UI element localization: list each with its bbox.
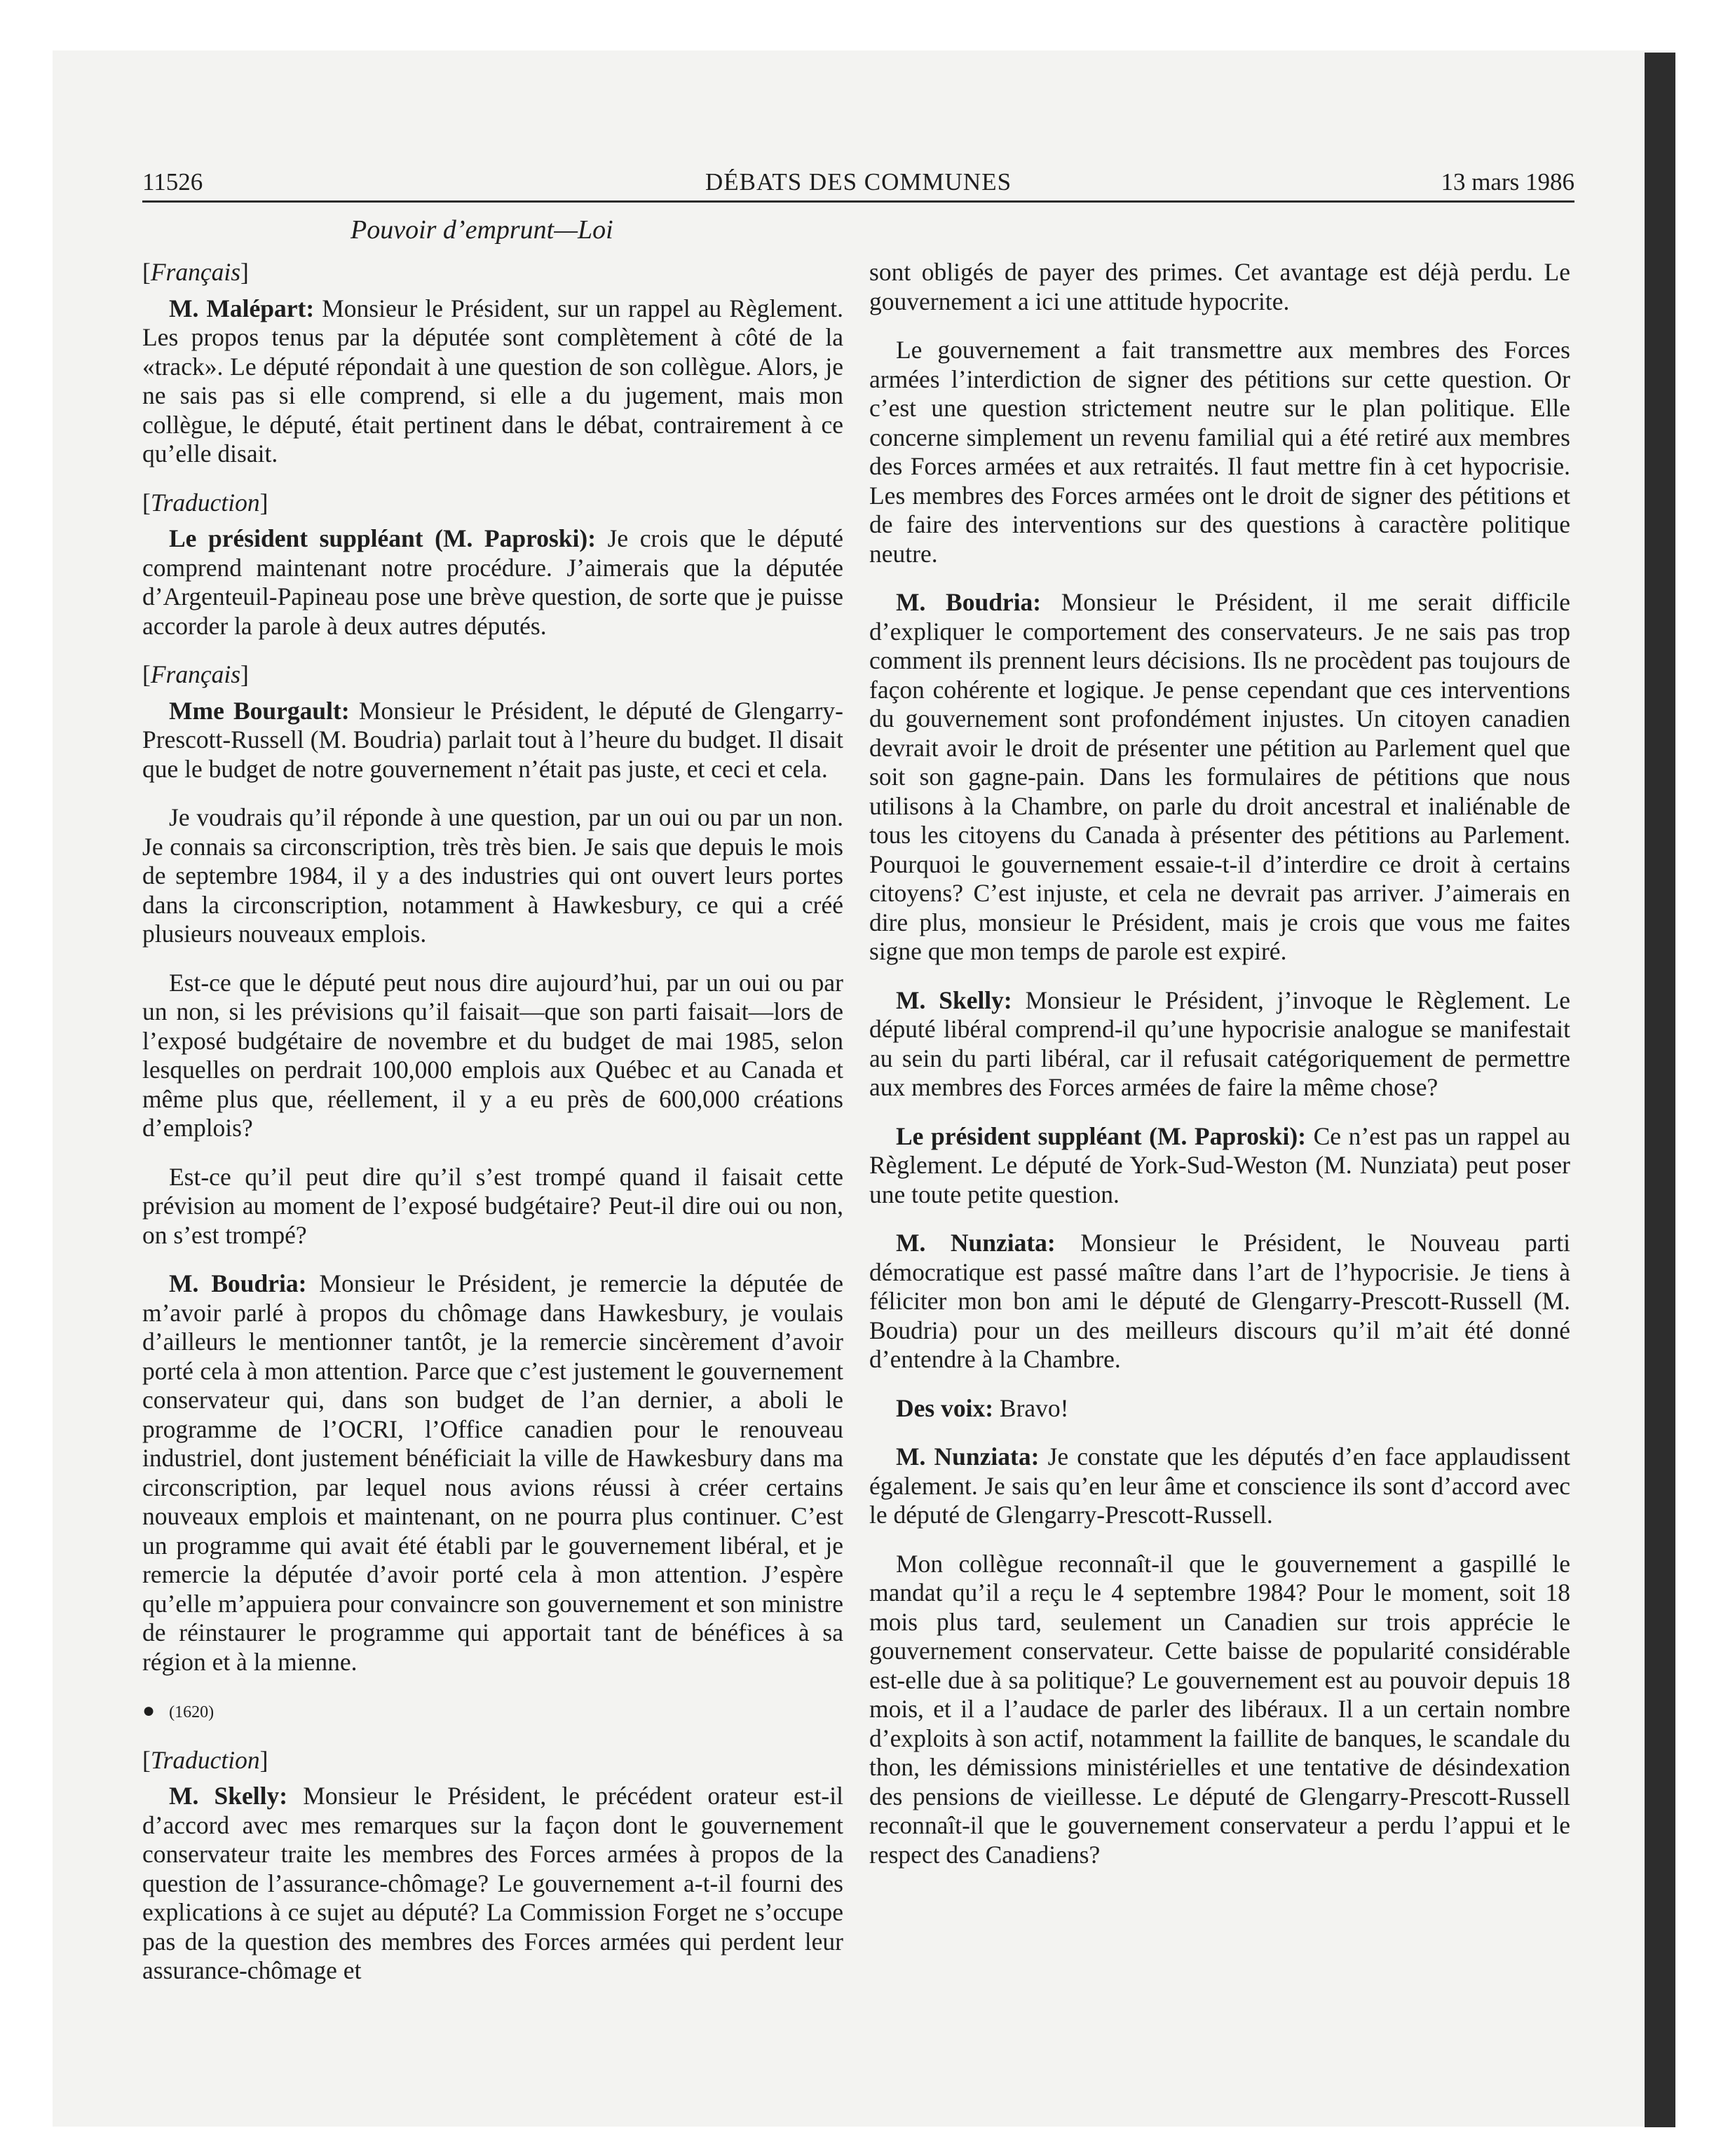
page-header (142, 164, 1574, 203)
left-column (142, 258, 843, 2005)
speaker-name: M. Boudria: (169, 1269, 307, 1297)
speaker-name: M. Nunziata: (896, 1229, 1056, 1257)
bullet-icon: ● (142, 1699, 156, 1722)
paragraph: M. Nunziata: Je constate que les députés d’en face applaudissent également. Je sais qu’en leur âme et conscience ils sont d’accord avec le député de Glengarry-Prescott-Russell. (869, 1442, 1570, 1529)
speaker-name: M. Malépart: (169, 294, 315, 322)
language-marker: [Français] (142, 258, 249, 286)
speaker-name: Mme Bourgault: (169, 696, 350, 725)
paragraph: M. Boudria: Monsieur le Président, il me serait difficile d’expliquer le comportement des conservateurs. Je ne sais pas trop comment ils prennent leurs décisions. Ils ne procèdent pas toujours de façon cohérente et logique. Je pense cependant que ces interventions du gouvernement sont profondément injustes. Un citoyen canadien devrait avoir le droit de présenter une pétition au Parlement quel que soit son gagne-pain. Dans les formulaires de pétitions que nous utilisons à la Chambre, on parle du droit ancestral et inaliénable de tous les citoyens du Canada à présenter des pétitions au Parlement. Pourquoi le gouvernement essaie-t-il d’interdire ce droit à certains citoyens? C’est injuste, et cela ne devrait pas arriver. J’aimerais en dire plus, monsieur le Président, mais je crois que vous me faites signe que mon temps de parole est expiré. (869, 588, 1570, 965)
speaker-name: M. Nunziata: (896, 1442, 1040, 1471)
page-number: 11526 (142, 168, 203, 196)
paragraph: Le président suppléant (M. Paproski): Ce n’est pas un rappel au Règlement. Le député de York-Sud-Weston (M. Nunziata) peut poser une toute petite question. (869, 1121, 1570, 1208)
paragraph: Le président suppléant (M. Paproski): Je crois que le député comprend maintenant notre procédure. J’aimerais que la députée d’Argenteuil-Papineau pose une brève question, de sorte que je puisse accorder la parole à deux autres députés. (142, 524, 843, 640)
paragraph: Mme Bourgault: Monsieur le Président, le député de Glengarry-Prescott-Russell (M. Boudria) parlait tout à l’heure du budget. Il disait que le budget de notre gouvernement n’était pas juste, et ceci et cela. (142, 696, 844, 783)
speaker-name: Le président suppléant (M. Paproski): (169, 524, 597, 552)
language-marker: [Français] (142, 660, 249, 688)
section-subhead: Pouvoir d’emprunt—Loi (351, 215, 613, 245)
paragraph: M. Boudria: Monsieur le Président, je remercie la députée de m’avoir parlé à propos du chômage dans Hawkesbury, je voulais d’ailleurs le mentionner tantôt, je la remercie sincèrement d’avoir porté cela à mon attention. Parce que c’est justement le gouvernement conservateur qui, dans son budget de l’an dernier, a aboli le programme de l’OCRI, l’Office canadien pour le renouveau industriel, dont justement bénéficiait la ville de Hawkesbury dans ma circonscription, par lequel nous avions réussi à créer certains nouveaux emplois et maintenant, on ne pourra plus continuer. C’est un programme qui avait été établi par le gouvernement libéral, et je remercie la députée d’avoir porté cela à mon attention. J’espère qu’elle m’appuiera pour convaincre son gouvernement et son ministre de réinstaurer le programme qui apportait tant de bénéfices à sa région et à la mienne. (142, 1269, 843, 1676)
paragraph: Le gouvernement a fait transmettre aux membres des Forces armées l’interdiction de signer des pétitions sur cette question. Or c’est une question strictement neutre sur le plan politique. Elle concerne simplement un revenu familial qui a été retiré aux membres des Forces armées et aux retraités. Il faut mettre fin à cet hypocrisie. Les membres des Forces armées ont le droit de signer des pétitions et de faire des interventions sur des questions à caractère politique neutre. (869, 336, 1570, 568)
publication-title: DÉBATS DES COMMUNES (705, 168, 1012, 196)
paragraph: Est-ce que le député peut nous dire aujourd’hui, par un oui ou par un non, si les prévisions qu’il faisait—que son parti faisait—lors de l’exposé budgétaire de novembre et du budget de mai 1985, selon lesquelles on perdrait 100,000 emplois aux Québec et au Canada et même plus que, réellement, il y a eu près de 600,000 créations d’emplois? (142, 968, 843, 1142)
paragraph: Est-ce qu’il peut dire qu’il s’est trompé quand il faisait cette prévision au moment de l’exposé budgétaire? Peut-il dire oui ou non, on s’est trompé? (142, 1162, 843, 1249)
paragraph: sont obligés de payer des primes. Cet avantage est déjà perdu. Le gouvernement a ici une attitude hypocrite. (869, 258, 1570, 315)
speaker-name: Le président suppléant (M. Paproski): (896, 1121, 1307, 1150)
speaker-name: Des voix: (896, 1393, 994, 1422)
paragraph: Des voix: Bravo! (896, 1393, 1069, 1422)
paragraph: M. Skelly: Monsieur le Président, j’invoque le Règlement. Le député libéral comprend-il qu’une hypocrisie analogue se manifestait au sein du parti libéral, car il refusait catégoriquement de permettre aux membres des Forces armées de faire la même chose? (869, 985, 1570, 1101)
speaker-name: M. Skelly: (169, 1782, 288, 1810)
paragraph: M. Skelly: Monsieur le Président, le précédent orateur est-il d’accord avec mes remarques sur la façon dont le gouvernement conservateur traite les membres des Forces armées à propos de la question de l’assurance-chômage? Le gouvernement a-t-il fourni des explications à ce sujet au député? La Commission Forget ne s’occupe pas de la question des membres des Forces armées qui perdent leur assurance-chômage et (142, 1782, 843, 1984)
speaker-name: M. Boudria: (896, 588, 1042, 616)
scan-edge-shadow (1645, 53, 1675, 2127)
paragraph: M. Nunziata: Monsieur le Président, le Nouveau parti démocratique est passé maître dans l’art de l’hypocrisie. Je tiens à féliciter mon bon ami le député de Glengarry-Prescott-Russell (M. Boudria) pour un des meilleurs discours qu’il m’ait été donné d’entendre à la Chambre. (869, 1229, 1570, 1373)
speaker-name: M. Skelly: (896, 985, 1012, 1014)
page-date: 13 mars 1986 (1441, 168, 1574, 196)
right-column (869, 258, 1570, 1889)
language-marker: [Traduction] (142, 1745, 268, 1774)
paragraph: M. Malépart: Monsieur le Président, sur un rappel au Règlement. Les propos tenus par la députée sont complètement à côté de la «track». Le député répondait à une question de son collègue. Alors, je ne sais pas si elle comprend, si elle a du jugement, mais mon collègue, le député, était pertinent dans le débat, contrairement à ce qu’elle disait. (142, 294, 843, 468)
paragraph: Mon collègue reconnaît-il que le gouvernement a gaspillé le mandat qu’il a reçu le 4 septembre 1984? Pour le moment, soit 18 mois plus tard, seulement un Canadien sur trois apprécie le gouvernement conservateur. Cette baisse de popularité considérable est-elle due à sa politique? Le gouvernement est au pouvoir depuis 18 mois, et il a l’audace de parler des libéraux. Il a un certain nombre d’exploits à son actif, notamment la faillite de banques, le scandale du thon, les démissions ministérielles et une tentative de désindexation des pensions de vieillesse. Le député de Glengarry-Prescott-Russell reconnaît-il que le gouvernement conservateur a perdu l’appui et le respect des Canadiens? (869, 1549, 1570, 1869)
language-marker: [Traduction] (142, 488, 268, 517)
time-marker: ● (1620) (142, 1699, 215, 1722)
paragraph: Je voudrais qu’il réponde à une question, par un oui ou par un non. Je connais sa circonscription, très très bien. Je sais que depuis le mois de septembre 1984, il y a des industries qui ont ouvert leurs portes dans la circonscription, notamment à Hawkesbury, ce qui a créé plusieurs nouveaux emplois. (142, 803, 843, 948)
